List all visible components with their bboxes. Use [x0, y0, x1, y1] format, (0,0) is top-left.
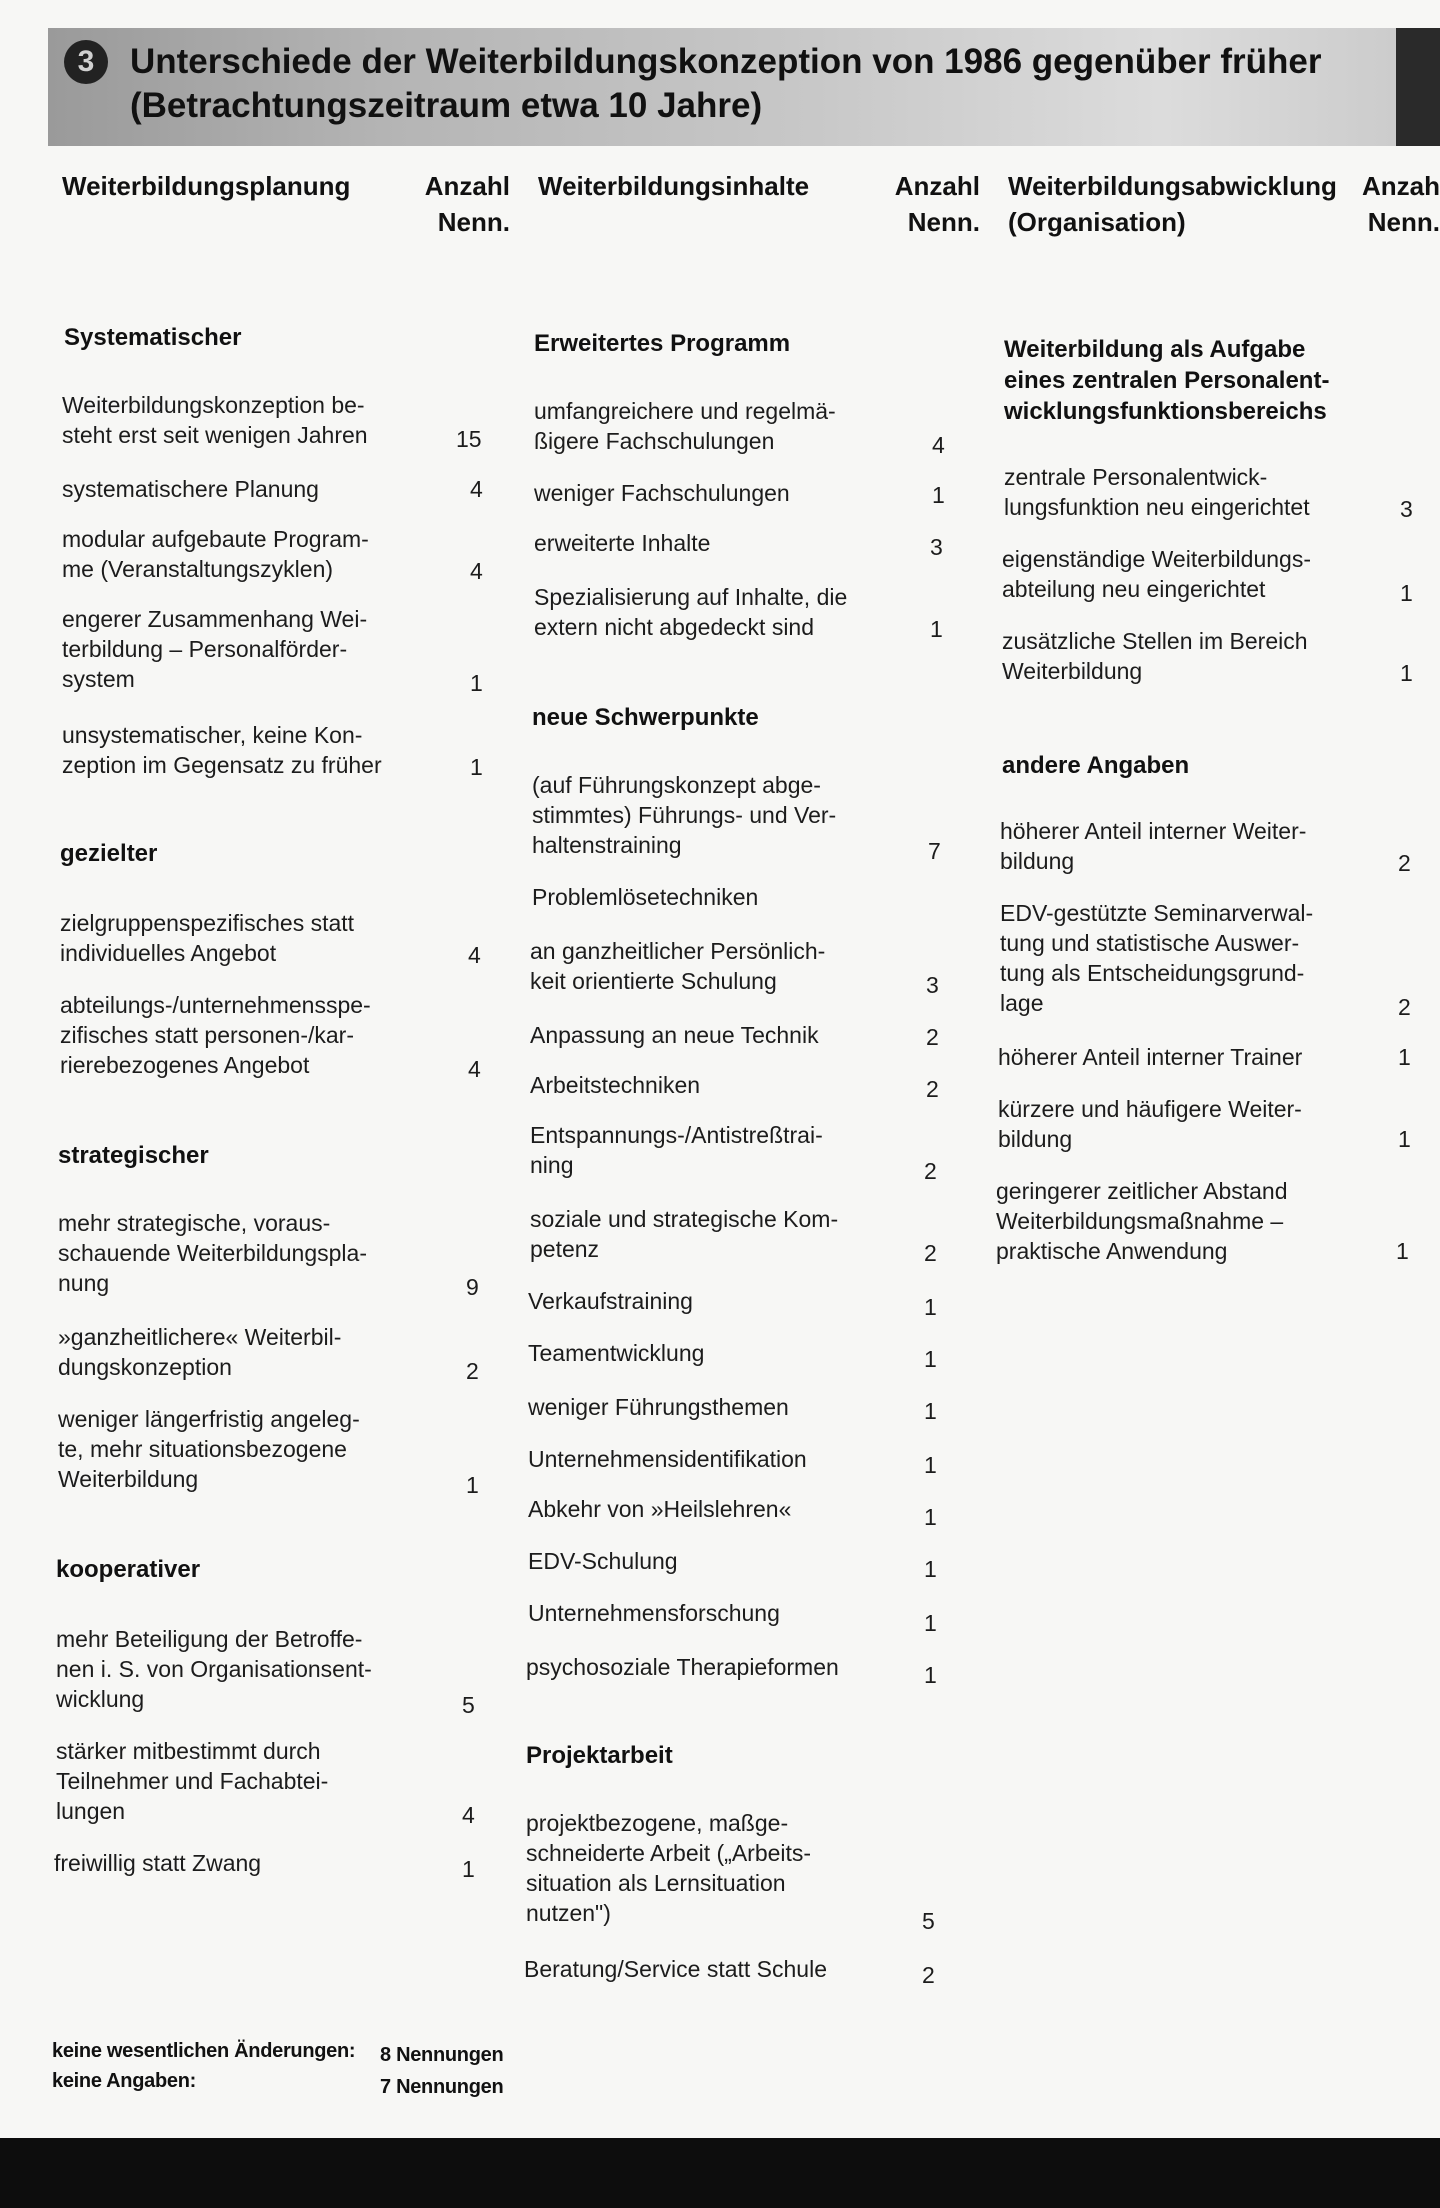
list-item: freiwillig statt Zwang [54, 1850, 262, 1876]
count-value: 1 [470, 754, 483, 780]
list-item: Unternehmensforschung [528, 1600, 780, 1626]
section-heading: strategischer [58, 1142, 209, 1169]
list-item: höherer Anteil interner Weiter- bildung [1000, 818, 1307, 874]
list-item: Problemlösetechniken [532, 884, 759, 910]
list-item: Arbeitstechniken [530, 1072, 701, 1098]
bottom-band [0, 2138, 1440, 2208]
header-anzahl-3: Anzah Nenn. [1362, 171, 1440, 237]
count-value: 2 [466, 1358, 479, 1384]
count-value: 1 [930, 616, 943, 642]
list-item: Unternehmensidentifikation [528, 1446, 807, 1472]
list-item: »ganzheitlichere« Weiterbil- dungskonzeption [58, 1324, 342, 1380]
section-heading: andere Angaben [1002, 752, 1190, 779]
list-item: höherer Anteil interner Trainer [998, 1044, 1303, 1070]
header-abwicklung: Weiterbildungsabwicklung (Organisation) [1008, 171, 1337, 237]
header-planung: Weiterbildungsplanung [62, 171, 351, 201]
count-value: 5 [922, 1908, 935, 1934]
list-item: engerer Zusammenhang Wei- terbildung – Personalförder- system [62, 606, 368, 692]
list-item: eigenständige Weiterbildungs- abteilung neu eingerichtet [1002, 546, 1311, 602]
count-value: 4 [470, 558, 483, 584]
list-item: weniger Führungsthemen [528, 1394, 789, 1420]
count-value: 9 [466, 1274, 479, 1300]
count-value: 4 [468, 1056, 481, 1082]
page-subtitle: (Betrachtungszeitraum etwa 10 Jahre) [130, 86, 763, 125]
section-heading: Systematischer [64, 324, 242, 351]
header-anzahl-2: Anzahl Nenn. [894, 171, 980, 237]
count-value: 1 [1396, 1238, 1409, 1264]
count-value: 1 [462, 1856, 475, 1882]
count-value: 1 [932, 482, 945, 508]
count-value: 2 [926, 1076, 939, 1102]
list-item: systematischere Planung [62, 476, 319, 502]
count-value: 1 [470, 670, 483, 696]
count-value: 1 [924, 1610, 937, 1636]
count-value: 1 [1398, 1126, 1411, 1152]
section-heading: Erweitertes Programm [534, 330, 791, 357]
list-item: zusätzliche Stellen im Bereich Weiterbildung [1002, 628, 1308, 684]
count-value: 2 [924, 1240, 937, 1266]
count-value: 1 [924, 1452, 937, 1478]
count-value: 4 [932, 432, 945, 458]
list-item: stärker mitbestimmt durch Teilnehmer und Fachabtei- lungen [56, 1738, 329, 1824]
list-item: projektbezogene, maßge- schneiderte Arbeit („Arbeits- situation als Lernsituation nutzen") [526, 1810, 812, 1926]
footer-label: keine Angaben: [52, 2070, 196, 2092]
count-value: 1 [924, 1662, 937, 1688]
page-title: Unterschiede der Weiterbildungskonzeption von 1986 gegenüber früher [130, 42, 1322, 81]
count-value: 3 [1400, 496, 1413, 522]
list-item: weniger längerfristig angeleg- te, mehr situationsbezogene Weiterbildung [58, 1406, 360, 1492]
list-item: mehr Beteiligung der Betroffe- nen i. S. von Organisationsent- wicklung [56, 1626, 372, 1712]
list-item: Verkaufstraining [528, 1288, 693, 1314]
list-item: abteilungs-/unternehmensspe- zifisches statt personen-/kar- rierebezogenes Angebot [60, 992, 371, 1078]
count-value: 1 [1400, 660, 1413, 686]
section-heading: Projektarbeit [526, 1742, 673, 1769]
count-value: 7 [928, 838, 941, 864]
list-item: Abkehr von »Heilslehren« [528, 1496, 792, 1522]
count-value: 15 [456, 426, 482, 452]
list-item: mehr strategische, voraus- schauende Weiterbildungspla- nung [58, 1210, 367, 1296]
footer-label: keine wesentlichen Änderungen: [52, 2040, 356, 2062]
list-item: umfangreichere und regelmä- ßigere Fachschulungen [534, 398, 836, 454]
list-item: unsystematischer, keine Kon- zeption im Gegensatz zu früher [62, 722, 382, 778]
list-item: Spezialisierung auf Inhalte, die extern nicht abgedeckt sind [534, 584, 848, 640]
section-heading: kooperativer [56, 1556, 201, 1583]
count-value: 4 [470, 476, 483, 502]
count-value: 1 [924, 1294, 937, 1320]
section-heading: gezielter [60, 840, 158, 867]
list-item: EDV-gestützte Seminarverwal- tung und statistische Auswer- tung als Entscheidungsgrund- lage [1000, 900, 1314, 1016]
list-item: Weiterbildungskonzeption be- steht erst seit wenigen Jahren [62, 392, 368, 448]
count-value: 3 [930, 534, 943, 560]
count-value: 2 [922, 1962, 935, 1988]
count-value: 1 [924, 1346, 937, 1372]
list-item: modular aufgebaute Program- me (Veranstaltungszyklen) [62, 526, 369, 582]
list-item: weniger Fachschulungen [534, 480, 790, 506]
figure-number: 3 [64, 40, 108, 84]
list-item: Entspannungs-/Antistreßtrai- ning [530, 1122, 823, 1178]
count-value: 1 [924, 1556, 937, 1582]
count-value: 1 [1400, 580, 1413, 606]
list-item: soziale und strategische Kom- petenz [530, 1206, 839, 1262]
list-item: Teamentwicklung [528, 1340, 705, 1366]
list-item: (auf Führungskonzept abge- stimmtes) Führungs- und Ver- haltenstraining [532, 772, 837, 858]
list-item: an ganzheitlicher Persönlich- keit orientierte Schulung [530, 938, 826, 994]
list-item: Beratung/Service statt Schule [524, 1956, 827, 1982]
count-value: 1 [924, 1398, 937, 1424]
count-value: 5 [462, 1692, 475, 1718]
list-item: EDV-Schulung [528, 1548, 678, 1574]
section-heading: neue Schwerpunkte [532, 704, 759, 731]
count-value: 1 [1398, 1044, 1411, 1070]
count-value: 2 [924, 1158, 937, 1184]
header-inhalte: Weiterbildungsinhalte [538, 171, 810, 201]
count-value: 2 [1398, 994, 1411, 1020]
count-value: 2 [926, 1024, 939, 1050]
title-band-edge [1396, 28, 1440, 146]
list-item: zielgruppenspezifisches statt individuelles Angebot [60, 910, 355, 966]
list-item: Anpassung an neue Technik [530, 1022, 819, 1048]
count-value: 4 [468, 942, 481, 968]
list-item: psychosoziale Therapieformen [526, 1654, 839, 1680]
list-item: zentrale Personalentwick- lungsfunktion neu eingerichtet [1004, 464, 1310, 520]
count-value: 3 [926, 972, 939, 998]
count-value: 4 [462, 1802, 475, 1828]
header-anzahl-1: Anzahl Nenn. [424, 171, 510, 237]
footer-value: 7 Nennungen [380, 2076, 504, 2098]
count-value: 1 [924, 1504, 937, 1530]
section-heading: Weiterbildung als Aufgabe eines zentralen Personalent- wicklungsfunktionsbereichs [1004, 336, 1330, 425]
list-item: kürzere und häufigere Weiter- bildung [998, 1096, 1302, 1152]
footer-value: 8 Nennungen [380, 2044, 504, 2066]
list-item: erweiterte Inhalte [534, 530, 711, 556]
count-value: 1 [466, 1472, 479, 1498]
list-item: geringerer zeitlicher Abstand Weiterbildungsmaßnahme – praktische Anwendung [996, 1178, 1288, 1264]
count-value: 2 [1398, 850, 1411, 876]
